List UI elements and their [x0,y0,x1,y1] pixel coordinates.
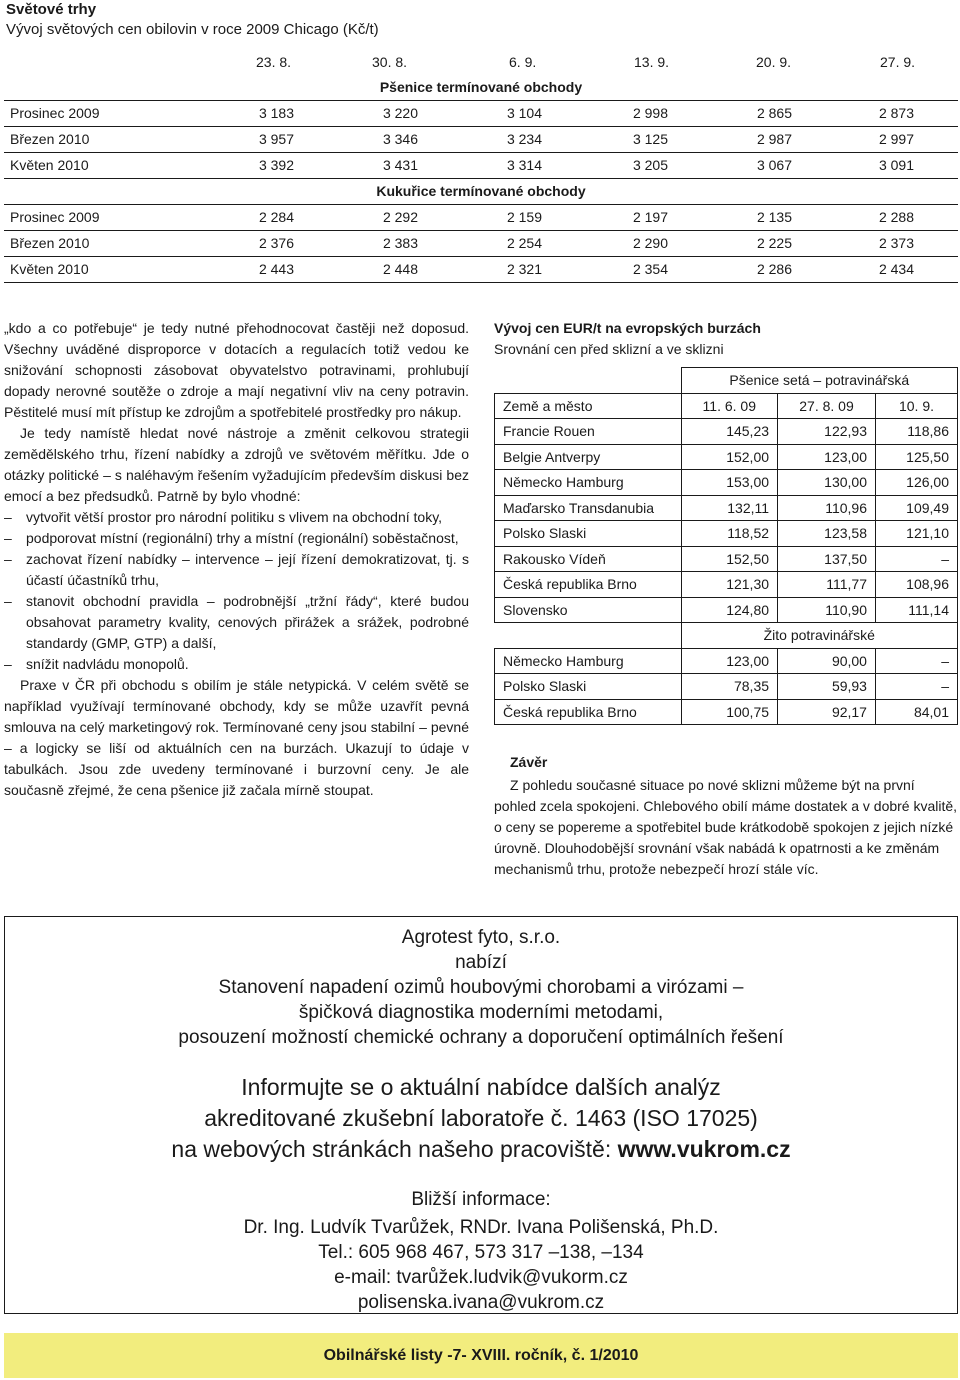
column-header: Země a město [495,393,682,419]
table-row [495,648,958,674]
advertisement-box [4,916,958,1314]
table-cell: 2 997 [878,131,914,147]
table-cell: 2 383 [382,235,418,251]
ad-offer-line: posouzení možností chemické ochrany a doporučení optimálních řešení [178,1027,784,1048]
table-cell: 3 125 [632,131,668,147]
table-row [495,419,958,445]
table-cell: 108,96 [875,572,957,598]
table-cell: 145,23 [681,419,778,445]
table-cell: 2 434 [878,261,914,277]
date-header: 20. 9. [756,54,792,70]
table-cell: 118,52 [681,521,778,547]
row-label: Prosinec 2009 [10,209,100,225]
ad-contact-heading: Bližší informace: [411,1189,551,1210]
table-cell: 152,00 [681,444,778,470]
table-cell: 2 865 [756,105,792,121]
table-row [4,127,958,153]
article-text-column [4,318,469,801]
table-cell: 126,00 [875,470,957,496]
date-header: 13. 9. [634,54,670,70]
table-cell: 92,17 [778,699,876,725]
table-cell: 137,50 [778,546,876,572]
ad-contact-line: Dr. Ing. Ludvík Tvarůžek, RNDr. Ivana Polišenská, Ph.D. [243,1217,719,1238]
table-cell: 2 998 [632,105,668,121]
table-cell: 2 354 [632,261,668,277]
section-header-row [4,179,958,205]
table-row [495,368,958,394]
eur-price-table [494,367,958,725]
row-label: Polsko Slaski [495,521,682,547]
table-cell: 59,93 [778,674,876,700]
row-label: Česká republika Brno [495,699,682,725]
date-header: 11. 6. 09 [681,393,778,419]
date-header: 30. 8. [372,54,408,70]
ad-offer-line: špičková diagnostika moderními metodami, [298,1002,664,1023]
row-label: Březen 2010 [10,131,90,147]
table-cell: 122,93 [778,419,876,445]
paragraph: „kdo a co potřebuje“ je tedy nutné přehodnocovat častěji než doposud. Všechny uváděné disproporce v dotacích a regulacích totiž vedou ke snižování schopnosti zásobovat obyvatelstvo potravinami, prohlubují dopady nerovné soutěže o zdroje a mají negativní vliv na ceny potravin. Pěstitelé musí mít přístup ke zdrojům a spotřebitelé prostředky pro nákup. [4,320,469,420]
table-cell: 90,00 [778,648,876,674]
table-cell: 110,90 [778,597,876,623]
row-label: Německo Hamburg [495,648,682,674]
table-cell: 2 159 [506,209,542,225]
table-row [495,521,958,547]
list-item: – vytvořit větší prostor pro národní politiku s vlivem na obchodní toky, [4,507,469,528]
table-cell [495,623,682,649]
row-label: Maďarsko Transdanubia [495,495,682,521]
table-cell: 3 183 [258,105,294,121]
table-cell: 2 290 [632,235,668,251]
section-title: Světové trhy [6,1,97,18]
table-cell: 3 346 [382,131,418,147]
row-label: Březen 2010 [10,235,90,251]
date-header: 23. 8. [256,54,292,70]
table-cell: 3 234 [506,131,542,147]
ad-web-prefix: na webových stránkách našeho pracoviště: [171,1136,618,1162]
table-cell: 84,01 [875,699,957,725]
table-cell: 100,75 [681,699,778,725]
table-header-row [495,393,958,419]
table-cell: 3 205 [632,157,668,173]
table-cell: 3 220 [382,105,418,121]
table-cell: 153,00 [681,470,778,496]
table-row [495,572,958,598]
rye-group-header: Žito potravinářské [681,623,958,649]
table-cell: 3 431 [382,157,418,173]
table-cell: 2 135 [756,209,792,225]
row-label: Francie Rouen [495,419,682,445]
eur-table-subtitle: Srovnání cen před sklizní a ve sklizni [494,341,724,357]
table-row [4,257,958,283]
table-cell: 2 284 [258,209,294,225]
ad-info-line: akreditované zkušební laboratoře č. 1463 (ISO 17025) [204,1105,758,1131]
table-cell: 152,50 [681,546,778,572]
table-cell: 2 225 [756,235,792,251]
table-cell: 2 376 [258,235,294,251]
date-header: 10. 9. [875,393,957,419]
table-row [495,699,958,725]
table-row [4,231,958,257]
table-cell: 123,00 [778,444,876,470]
table-row [495,597,958,623]
table-cell: 111,77 [778,572,876,598]
table-cell: 3 392 [258,157,294,173]
table-row [495,623,958,649]
row-label: Slovensko [495,597,682,623]
table-cell: 2 873 [878,105,914,121]
ad-offer-line: Stanovení napadení ozimů houbovými chorobami a virózami – [218,977,744,998]
paragraph: Praxe v ČR při obchodu s obilím je stále netypická. V celém světě se například využívají termínované obchody, kdy se může uzavřít pevná smlouva na celý marketingový rok. Termínované ceny jsou stabilní – pevné – a logicky se liší od aktuálních cen na burzách. Ukazují to údaje v tabulkách. Jsou zde uvedeny termínované i burzovní ceny. Je ale současně zřejmé, že cena pšenice již začala mírně stoupat. [4,677,469,798]
paragraph: Z pohledu současné situace po nové sklizni můžeme být na první pohled zcela spokojeni. Chlebového obilí máme dostatek a v dobré kvalitě, o ceny se popereme a spotřebitel bude krátkodobě spokojen z jejich nízké úrovně. Dlouhodobější srovnání však nabádá k opatrnosti a ke změnám mechanismů trhu, protože nebezpečí hrozí stále víc. [494,777,958,877]
list-item: – snížit nadvládu monopolů. [4,654,469,675]
table-cell: 3 067 [756,157,792,173]
table-cell: 2 321 [506,261,542,277]
table-row [495,444,958,470]
table-cell: 124,80 [681,597,778,623]
table-row [495,495,958,521]
ad-info-line: Informujte se o aktuální nabídce dalších analýz [241,1074,721,1100]
table-cell: 123,58 [778,521,876,547]
table-cell: 125,50 [875,444,957,470]
date-header: 27. 8. 09 [778,393,876,419]
table-cell: 110,96 [778,495,876,521]
section-header-row [4,75,958,101]
table-cell: – [875,674,957,700]
date-header-row [4,50,958,75]
list-item: – stanovit obchodní pravidla – podrobnější „tržní řády“, které budou obsahovat parametry kvality, cenových přirážek a srážek, podrobné standardy (GMP, GTP) a další, [4,591,469,654]
table-cell: 132,11 [681,495,778,521]
row-label: Česká republika Brno [495,572,682,598]
table-row [495,674,958,700]
table-cell: 2 288 [878,209,914,225]
wheat-group-header: Pšenice setá – potravinářská [681,368,958,394]
ad-company: Agrotest fyto, s.r.o. [401,927,561,948]
website-link[interactable]: www.vukrom.cz [617,1136,791,1162]
table-cell: 3 957 [258,131,294,147]
row-label: Belgie Antverpy [495,444,682,470]
table-row [4,205,958,231]
page-footer: Obilnářské listy -7- XVIII. ročník, č. 1/2010 [4,1333,958,1378]
table-cell: 2 987 [756,131,792,147]
table-cell [495,368,682,394]
ad-contact-line: Tel.: 605 968 467, 573 317 –138, –134 [318,1242,644,1263]
table-cell: 2 286 [756,261,792,277]
row-label: Prosinec 2009 [10,105,100,121]
conclusion-heading: Závěr [510,754,548,770]
row-label: Květen 2010 [10,261,89,277]
table-cell: 121,30 [681,572,778,598]
date-header: 27. 9. [880,54,916,70]
conclusion-text [494,775,960,880]
ad-email[interactable]: polisenska.ivana@vukrom.cz [357,1292,605,1313]
table-cell: 111,14 [875,597,957,623]
paragraph: Je tedy namístě hledat nové nástroje a změnit celkovou strategii zemědělského trhu, řízení nabídky a zdrojů ve světovém měřítku. Jde o otázky politické – s naléhavým řešením vyžadujícím především diskusi bez emocí a bez předsudků. Patrně by bylo vhodné: [4,425,469,504]
table-cell: 109,49 [875,495,957,521]
table-cell: 3 314 [506,157,542,173]
section-subtitle: Vývoj světových cen obilovin v roce 2009 Chicago (Kč/t) [6,21,379,38]
table-cell: 2 373 [878,235,914,251]
table-cell: 121,10 [875,521,957,547]
ad-web-line [5,1134,957,1165]
table-row [4,153,958,179]
table-cell: – [875,546,957,572]
table-cell: 2 448 [382,261,418,277]
table-row [495,546,958,572]
row-label: Květen 2010 [10,157,89,173]
ad-email[interactable]: e-mail: tvarůžek.ludvik@vukorm.cz [334,1267,628,1288]
table-cell: 2 197 [632,209,668,225]
wheat-section-title: Pšenice termínované obchody [379,79,583,95]
row-label: Polsko Slaski [495,674,682,700]
table-cell: 123,00 [681,648,778,674]
table-row [495,470,958,496]
table-cell: 2 254 [506,235,542,251]
date-header: 6. 9. [509,54,537,70]
list-item: – zachovat řízení nabídky – intervence – její řízení demokratizovat, tj. s účastí účastníků trhu, [4,549,469,591]
table-cell: – [875,648,957,674]
eur-table-title: Vývoj cen EUR/t na evropských burzách [494,320,761,336]
table-cell: 3 104 [506,105,542,121]
table-cell: 78,35 [681,674,778,700]
table-cell: 118,86 [875,419,957,445]
table-cell: 3 091 [878,157,914,173]
ad-offers: nabízí [455,952,507,973]
table-row [4,101,958,127]
row-label: Německo Hamburg [495,470,682,496]
corn-section-title: Kukuřice termínované obchody [376,183,586,199]
list-item: – podporovat místní (regionální) trhy a místní (regionální) soběstačnost, [4,528,469,549]
table-cell: 2 443 [258,261,294,277]
table-cell: 2 292 [382,209,418,225]
row-label: Rakousko Vídeň [495,546,682,572]
table-cell: 130,00 [778,470,876,496]
